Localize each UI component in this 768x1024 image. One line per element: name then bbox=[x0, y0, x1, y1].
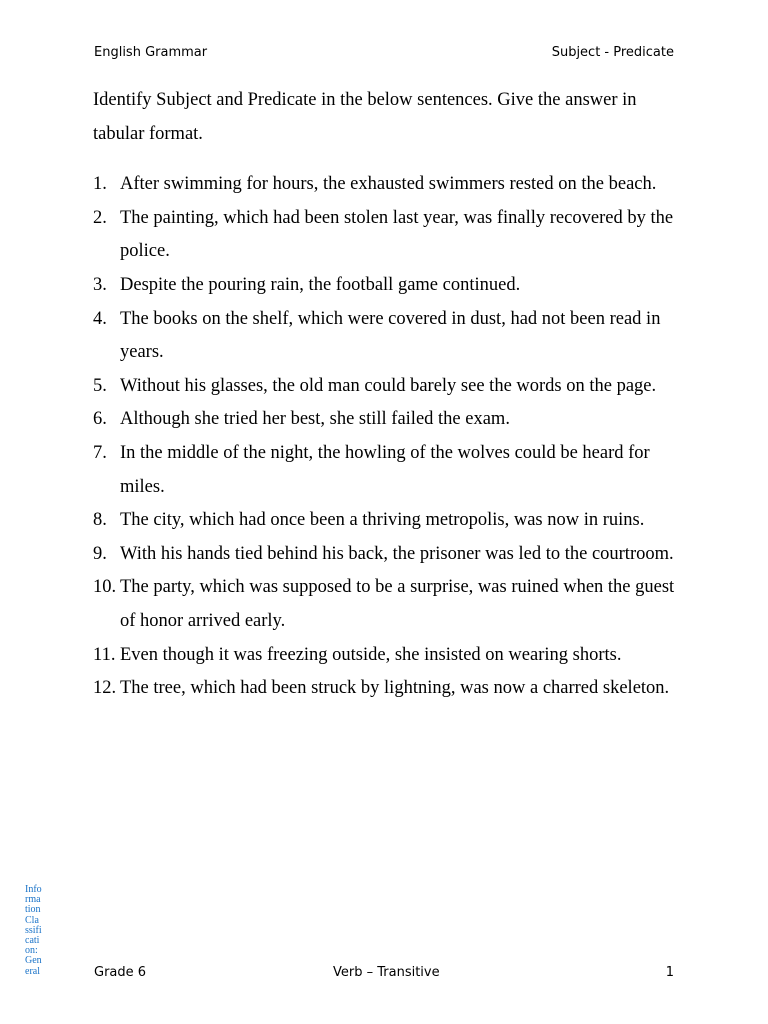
footer-grade: Grade 6 bbox=[94, 965, 147, 980]
question-text: Although she tried her best, she still failed the exam. bbox=[120, 409, 510, 430]
question-number: 12. bbox=[93, 678, 117, 699]
page-content bbox=[93, 84, 683, 706]
page-footer bbox=[94, 964, 674, 982]
question-item bbox=[93, 504, 683, 538]
question-item bbox=[93, 571, 683, 638]
side-label-line: Info bbox=[25, 884, 42, 895]
question-number: 5. bbox=[93, 375, 107, 396]
header-left: English Grammar bbox=[94, 45, 208, 60]
question-item bbox=[93, 639, 683, 673]
question-item bbox=[93, 672, 683, 706]
question-text: Without his glasses, the old man could barely see the words on the page. bbox=[120, 375, 657, 396]
page-header bbox=[94, 44, 674, 62]
question-number: 2. bbox=[93, 207, 107, 228]
question-item bbox=[93, 370, 683, 404]
information-classification-label bbox=[25, 885, 49, 977]
side-label-line: Gen bbox=[25, 955, 42, 967]
question-number: 8. bbox=[93, 510, 107, 531]
side-label-line: rma bbox=[25, 894, 41, 906]
question-number: 10. bbox=[93, 577, 117, 598]
side-label-line: ssifi bbox=[25, 924, 42, 936]
header-right: Subject - Predicate bbox=[551, 45, 674, 60]
question-item bbox=[93, 202, 683, 269]
question-item bbox=[93, 403, 683, 437]
side-label-line: tion bbox=[25, 904, 41, 916]
instructions: Identify Subject and Predicate in the below sentences. Give the answer in tabular format. bbox=[93, 90, 637, 144]
side-label-line: on: bbox=[25, 945, 38, 957]
question-text: Even though it was freezing outside, she insisted on wearing shorts. bbox=[120, 644, 622, 665]
side-label-line: cati bbox=[25, 935, 40, 947]
question-item bbox=[93, 168, 683, 202]
question-text: With his hands tied behind his back, the prisoner was led to the courtroom. bbox=[120, 543, 674, 564]
question-text: The painting, which had been stolen last year, was finally recovered by the police. bbox=[120, 207, 674, 262]
question-item bbox=[93, 269, 683, 303]
question-text: Despite the pouring rain, the football game continued. bbox=[120, 274, 521, 295]
question-item bbox=[93, 538, 683, 572]
question-number: 4. bbox=[93, 308, 107, 329]
question-number: 1. bbox=[93, 174, 107, 195]
page-number: 1 bbox=[665, 965, 674, 980]
question-text: The tree, which had been struck by lightning, was now a charred skeleton. bbox=[120, 678, 670, 699]
question-text: After swimming for hours, the exhausted swimmers rested on the beach. bbox=[120, 174, 657, 195]
question-number: 11. bbox=[93, 644, 116, 665]
footer-topic: Verb – Transitive bbox=[333, 965, 440, 980]
question-text: The city, which had once been a thriving metropolis, was now in ruins. bbox=[120, 510, 645, 531]
question-list bbox=[93, 168, 683, 706]
question-text: The books on the shelf, which were covered in dust, had not been read in years. bbox=[120, 308, 661, 363]
question-text: The party, which was supposed to be a surprise, was ruined when the guest of honor arrived early. bbox=[120, 577, 675, 631]
question-number: 6. bbox=[93, 409, 107, 430]
question-item bbox=[93, 437, 683, 504]
question-number: 9. bbox=[93, 543, 107, 564]
side-label-line: Cla bbox=[25, 914, 39, 926]
question-number: 7. bbox=[93, 442, 107, 463]
question-number: 3. bbox=[93, 274, 107, 295]
question-item bbox=[93, 303, 683, 370]
side-label-line: eral bbox=[25, 965, 40, 977]
question-text: In the middle of the night, the howling of the wolves could be heard for miles. bbox=[120, 442, 650, 497]
